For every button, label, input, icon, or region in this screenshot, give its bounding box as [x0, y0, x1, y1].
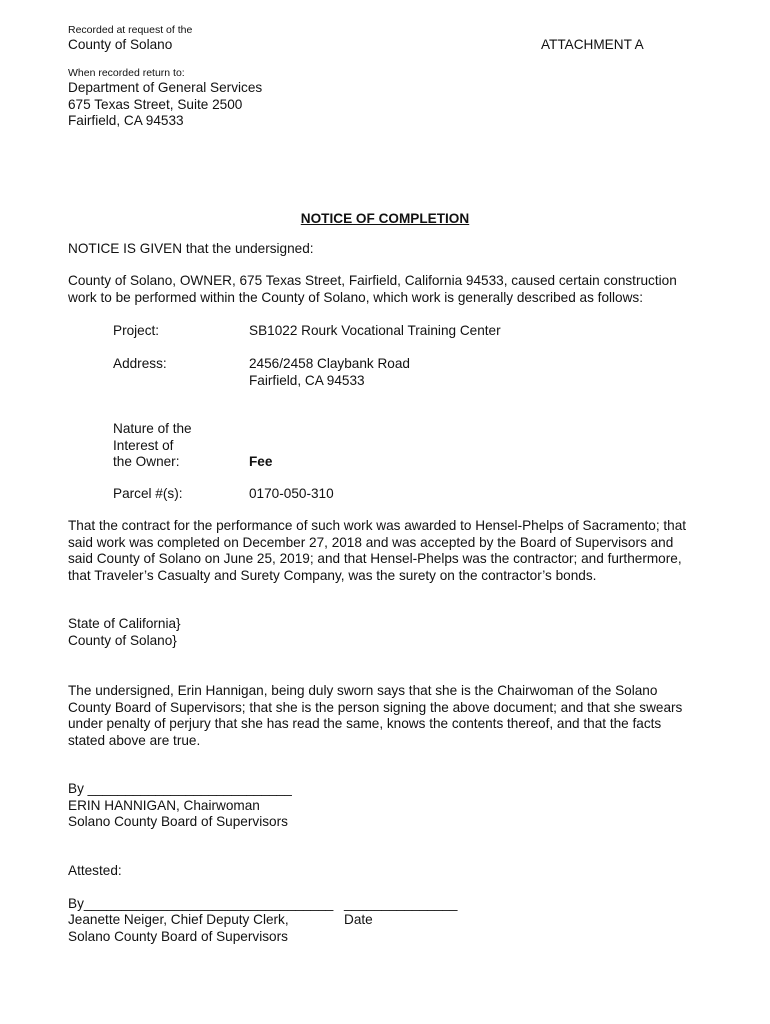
oath-paragraph: [68, 683, 702, 749]
address-line: Fairfield, CA 94533: [249, 372, 365, 388]
paragraph-line: said work was completed on December 27, 2018 and was accepted by the Board of Supervisors and: [68, 534, 674, 550]
parcel-label: Parcel #(s):: [113, 486, 183, 501]
chair-signature-line: By ___________________________: [68, 781, 292, 796]
paragraph-line: That the contract for the performance of such work was awarded to Hensel-Phelps of Sacramento; that: [68, 518, 687, 533]
date-label: Date: [344, 912, 373, 927]
return-address: [68, 80, 262, 130]
contract-paragraph: [68, 518, 702, 584]
return-to-label: When recorded return to:: [68, 67, 185, 79]
parcel-value: 0170-050-310: [249, 486, 334, 501]
paragraph-line: stated above are true.: [68, 732, 201, 748]
date-signature-line: _______________: [344, 896, 458, 911]
clerk-name: Jeanette Neiger, Chief Deputy Clerk,: [68, 912, 289, 927]
chair-signature-block: [68, 781, 292, 831]
project-label: Project:: [113, 323, 160, 338]
address-line: 2456/2458 Claybank Road: [249, 356, 410, 371]
paragraph-line: that Traveler’s Casualty and Surety Company, was the surety on the contractor’s bonds.: [68, 567, 597, 583]
notice-title: NOTICE OF COMPLETION: [300, 211, 470, 226]
recorded-by-county: County of Solano: [68, 37, 173, 52]
attachment-label: ATTACHMENT A: [541, 37, 644, 52]
venue-line: County of Solano}: [68, 632, 177, 648]
interest-label-line: Nature of the: [113, 421, 192, 436]
clerk-organization: Solano County Board of Supervisors: [68, 929, 288, 944]
interest-label: [113, 421, 192, 471]
interest-value: Fee: [249, 454, 273, 469]
return-address-line: Department of General Services: [68, 80, 263, 95]
paragraph-line: County of Solano, OWNER, 675 Texas Street, Fairfield, California 94533, caused certain construction: [68, 273, 677, 288]
paragraph-line: said County of Solano on June 25, 2019; and that Hensel-Phelps was the contractor; and furthermore,: [68, 551, 682, 566]
venue-line: State of California}: [68, 616, 181, 631]
venue: [68, 616, 181, 649]
paragraph-line: County Board of Supervisors; that she is the person signing the above document; and that she swears: [68, 699, 683, 715]
return-address-line: Fairfield, CA 94533: [68, 113, 184, 128]
recorded-at-request-label: Recorded at request of the: [68, 24, 193, 36]
paragraph-line: under penalty of perjury that she has read the same, knows the contents thereof, and that the facts: [68, 716, 662, 731]
chair-name: ERIN HANNIGAN, Chairwoman: [68, 797, 260, 813]
attested-label: Attested:: [68, 863, 122, 878]
return-address-line: 675 Texas Street, Suite 2500: [68, 96, 243, 112]
notice-intro: NOTICE IS GIVEN that the undersigned:: [68, 241, 314, 256]
chair-organization: Solano County Board of Supervisors: [68, 814, 288, 829]
address-label: Address:: [113, 356, 167, 371]
interest-label-line: the Owner:: [113, 454, 180, 469]
paragraph-line: work to be performed within the County of Solano, which work is generally described as follows:: [68, 289, 643, 305]
clerk-signature-line: By_________________________________: [68, 896, 334, 911]
project-value: SB1022 Rourk Vocational Training Center: [249, 323, 501, 338]
owner-paragraph: [68, 273, 702, 306]
address-value: [249, 356, 410, 389]
interest-label-line: Interest of: [113, 437, 174, 453]
paragraph-line: The undersigned, Erin Hannigan, being duly sworn says that she is the Chairwoman of the Solano: [68, 683, 658, 698]
